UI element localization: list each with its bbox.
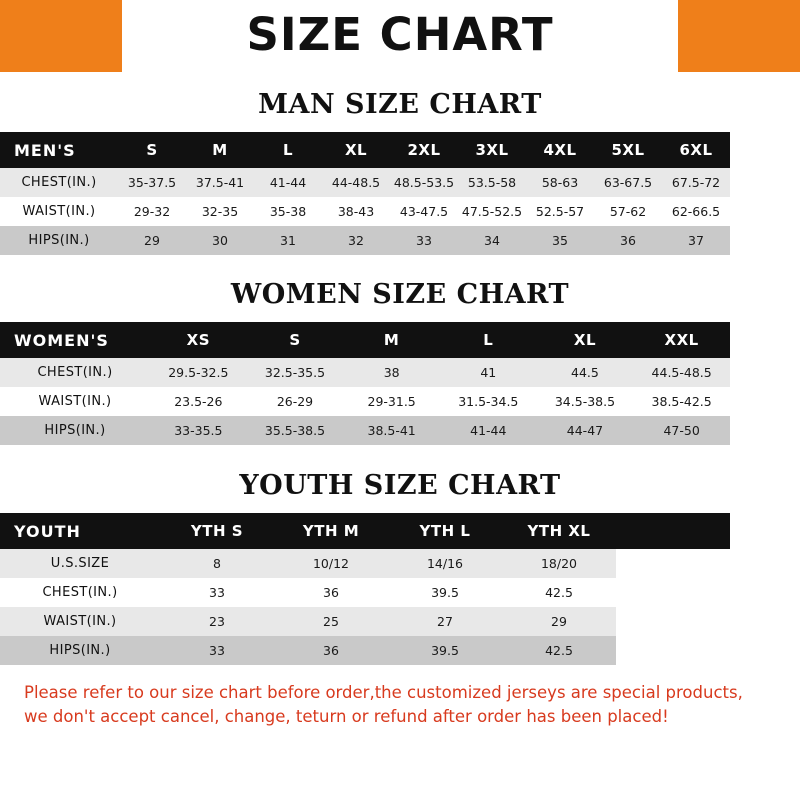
column-header: MEN'S xyxy=(0,132,118,168)
cell: 27 xyxy=(388,607,502,636)
row-label: U.S.SIZE xyxy=(0,549,160,578)
cell: 33 xyxy=(390,226,458,255)
column-header: 2XL xyxy=(390,132,458,168)
cell: 31.5-34.5 xyxy=(440,387,537,416)
header-banner-inner xyxy=(122,0,678,72)
cell: 38 xyxy=(343,358,440,387)
column-header: L xyxy=(440,322,537,358)
cell: 29.5-32.5 xyxy=(150,358,247,387)
table-row xyxy=(0,358,730,387)
cell: 44-47 xyxy=(537,416,634,445)
cell: 23.5-26 xyxy=(150,387,247,416)
cell: 44.5-48.5 xyxy=(633,358,730,387)
row-label: HIPS(IN.) xyxy=(0,416,150,445)
cell: 8 xyxy=(160,549,274,578)
cell: 44-48.5 xyxy=(322,168,390,197)
column-header: YTH S xyxy=(160,513,274,549)
cell: 29-32 xyxy=(118,197,186,226)
cell: 10/12 xyxy=(274,549,388,578)
column-header: YTH L xyxy=(388,513,502,549)
cell: 31 xyxy=(254,226,322,255)
cell: 23 xyxy=(160,607,274,636)
man-table-wrap xyxy=(0,132,800,255)
cell: 32 xyxy=(322,226,390,255)
cell: 34.5-38.5 xyxy=(537,387,634,416)
column-header: 4XL xyxy=(526,132,594,168)
cell: 42.5 xyxy=(502,578,616,607)
column-header: M xyxy=(186,132,254,168)
column-header: XS xyxy=(150,322,247,358)
column-header: 3XL xyxy=(458,132,526,168)
cell: 52.5-57 xyxy=(526,197,594,226)
women-section-title: WOMEN SIZE CHART xyxy=(230,279,570,310)
cell: 39.5 xyxy=(388,636,502,665)
column-header: M xyxy=(343,322,440,358)
column-header: S xyxy=(118,132,186,168)
table-row xyxy=(0,636,730,665)
table-row xyxy=(0,226,730,255)
cell: 29 xyxy=(502,607,616,636)
header-banner xyxy=(0,0,800,72)
column-header: 6XL xyxy=(662,132,730,168)
cell: 30 xyxy=(186,226,254,255)
row-label: HIPS(IN.) xyxy=(0,226,118,255)
cell: 41 xyxy=(440,358,537,387)
column-header-empty xyxy=(616,513,730,549)
cell: 14/16 xyxy=(388,549,502,578)
cell: 33 xyxy=(160,578,274,607)
page-title: SIZE CHART xyxy=(246,7,554,61)
cell: 29-31.5 xyxy=(343,387,440,416)
youth-section-title: YOUTH SIZE CHART xyxy=(239,470,561,501)
table-header-row xyxy=(0,513,730,549)
cell: 39.5 xyxy=(388,578,502,607)
cell: 57-62 xyxy=(594,197,662,226)
youth-table-wrap xyxy=(0,513,800,665)
row-label: WAIST(IN.) xyxy=(0,387,150,416)
footer-note-line-1: Please refer to our size chart before order,the customized jerseys are special products, xyxy=(24,683,743,702)
column-header: 5XL xyxy=(594,132,662,168)
cell: 26-29 xyxy=(247,387,344,416)
column-header: S xyxy=(247,322,344,358)
footer-note xyxy=(24,681,776,729)
row-label: CHEST(IN.) xyxy=(0,168,118,197)
cell: 34 xyxy=(458,226,526,255)
cell-empty xyxy=(616,636,730,665)
cell: 41-44 xyxy=(254,168,322,197)
cell: 63-67.5 xyxy=(594,168,662,197)
row-label: WAIST(IN.) xyxy=(0,607,160,636)
cell: 62-66.5 xyxy=(662,197,730,226)
cell: 42.5 xyxy=(502,636,616,665)
cell: 32.5-35.5 xyxy=(247,358,344,387)
table-row xyxy=(0,416,730,445)
table-row xyxy=(0,387,730,416)
cell: 53.5-58 xyxy=(458,168,526,197)
table-header-row xyxy=(0,322,730,358)
cell: 58-63 xyxy=(526,168,594,197)
table-row xyxy=(0,549,730,578)
cell: 33-35.5 xyxy=(150,416,247,445)
table-row xyxy=(0,578,730,607)
youth-size-table xyxy=(0,513,730,665)
column-header: XL xyxy=(322,132,390,168)
cell: 44.5 xyxy=(537,358,634,387)
cell: 33 xyxy=(160,636,274,665)
column-header: YOUTH xyxy=(0,513,160,549)
table-row xyxy=(0,197,730,226)
column-header: XL xyxy=(537,322,634,358)
cell: 35 xyxy=(526,226,594,255)
cell: 35-37.5 xyxy=(118,168,186,197)
cell: 36 xyxy=(594,226,662,255)
man-size-table xyxy=(0,132,730,255)
cell: 67.5-72 xyxy=(662,168,730,197)
table-row xyxy=(0,168,730,197)
cell-empty xyxy=(616,549,730,578)
cell: 38-43 xyxy=(322,197,390,226)
cell: 47-50 xyxy=(633,416,730,445)
cell: 47.5-52.5 xyxy=(458,197,526,226)
row-label: CHEST(IN.) xyxy=(0,578,160,607)
cell: 25 xyxy=(274,607,388,636)
column-header: L xyxy=(254,132,322,168)
cell: 29 xyxy=(118,226,186,255)
table-row xyxy=(0,607,730,636)
row-label: HIPS(IN.) xyxy=(0,636,160,665)
cell: 35.5-38.5 xyxy=(247,416,344,445)
cell: 18/20 xyxy=(502,549,616,578)
cell: 37 xyxy=(662,226,730,255)
cell: 38.5-42.5 xyxy=(633,387,730,416)
cell: 38.5-41 xyxy=(343,416,440,445)
women-size-table xyxy=(0,322,730,445)
cell: 35-38 xyxy=(254,197,322,226)
cell: 37.5-41 xyxy=(186,168,254,197)
footer-note-line-2: we don't accept cancel, change, teturn or refund after order has been placed! xyxy=(24,706,669,726)
women-table-wrap xyxy=(0,322,800,445)
column-header: YTH M xyxy=(274,513,388,549)
cell: 43-47.5 xyxy=(390,197,458,226)
column-header: YTH XL xyxy=(502,513,616,549)
cell: 41-44 xyxy=(440,416,537,445)
cell: 32-35 xyxy=(186,197,254,226)
row-label: CHEST(IN.) xyxy=(0,358,150,387)
cell: 36 xyxy=(274,578,388,607)
row-label: WAIST(IN.) xyxy=(0,197,118,226)
cell: 48.5-53.5 xyxy=(390,168,458,197)
cell: 36 xyxy=(274,636,388,665)
cell-empty xyxy=(616,607,730,636)
man-section-title: MAN SIZE CHART xyxy=(258,89,542,120)
column-header: XXL xyxy=(633,322,730,358)
table-header-row xyxy=(0,132,730,168)
cell-empty xyxy=(616,578,730,607)
column-header: WOMEN'S xyxy=(0,322,150,358)
